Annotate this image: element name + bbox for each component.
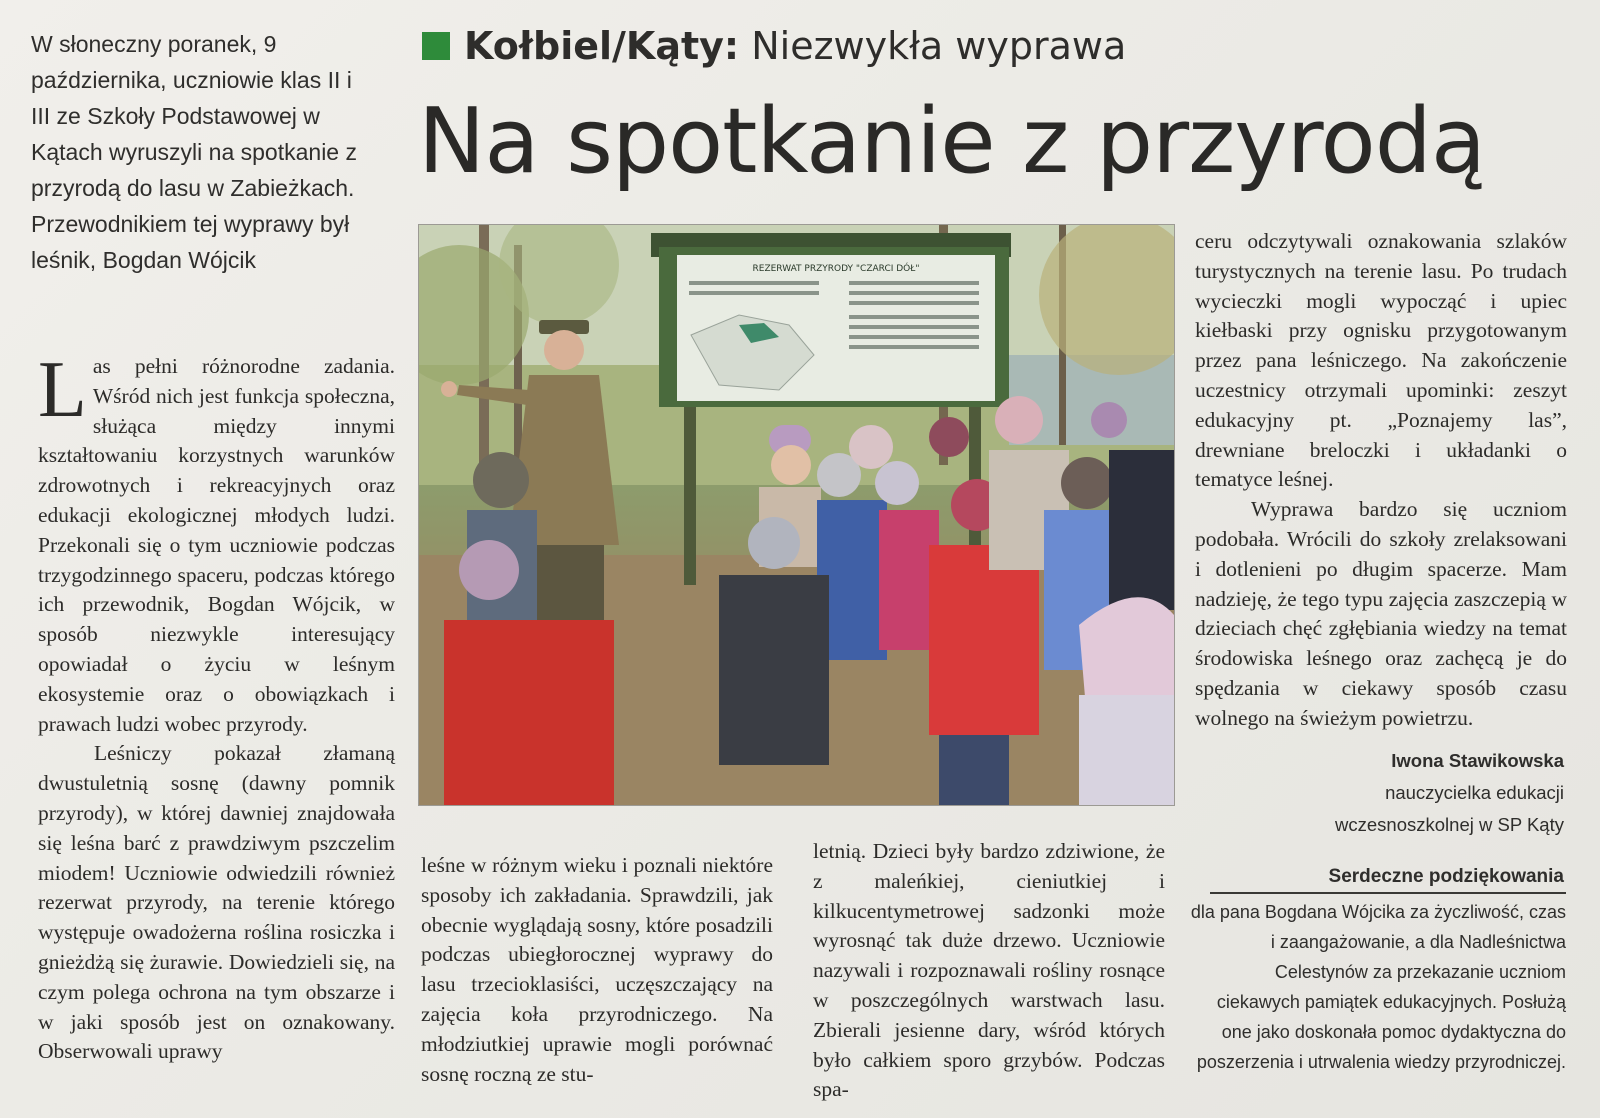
thanks-divider: [1210, 892, 1566, 894]
col2-paragraph: leśne w różnym wieku i poznali niektóre sposoby ich zakładania. Sprawdzili, jak obecnie wyglądają sosny, które posadzili podczas ubiegłorocznej wyprawy do lasu trzecioklasiści, uczęszczający na zajęcia koła przyrodniczego. Na młodziutkiej uprawie mogli porównać sosnę roczną ze stu-: [421, 853, 773, 1086]
column-3: [813, 837, 1165, 1105]
forest-scene-illustration: [419, 225, 1174, 805]
author-name: Iwona Stawikowska: [1391, 750, 1564, 771]
column-2: [421, 851, 773, 1089]
kicker-place: Kołbiel/Kąty:: [464, 24, 740, 68]
page-title: Na spotkanie z przyrodą: [418, 89, 1486, 194]
lead-paragraph: W słoneczny poranek, 9 października, uczniowie klas II i III ze Szkoły Podstawowej w Kątach wyruszyli na spotkanie z przyrodą do lasu w Zabieżkach. Przewodnikiem tej wyprawy był leśnik, Bogdan Wójcik: [31, 31, 357, 273]
col1-paragraph-1: as pełni różnorodne zadania. Wśród nich jest funkcja społeczna, służąca między innymi kształtowaniu korzystnych warunków zdrowotnych i rekreacyjnych oraz edukacji ekologicznej młodych ludzi. Przekonali się o tym uczniowie podczas trzygodzinnego spaceru, podczas którego ich przewodnik, Bogdan Wójcik, w sposób niezwykle interesujący opowiadał o życiu w leśnym ekosystemie oraz o obowiązkach i prawach ludzi wobec przyrody.: [38, 354, 395, 736]
col3-paragraph: letnią. Dzieci były bardzo zdziwione, że z maleńkiej, cieniutkiej i kilkucentymetrowej sadzonki może wyrosnąć tak duże drzewo. Uczniowie nazywali i rozpoznawali rośliny rosnące w poszczególnych warstwach lasu. Zbierali jesienne dary, wśród których było całkiem sporo grzybów. Podczas spa-: [813, 839, 1165, 1102]
author-signature: [1335, 745, 1564, 841]
thanks-text: dla pana Bogdana Wójcika za życzliwość, czas i zaangażowanie, a dla Nadleśnictwa Celestynów za przekazanie uczniom ciekawych pamiątek edukacyjnych. Posłużą one jako doskonała pomoc dydaktyczna do poszerzenia i utrwalenia wiedzy przyrodniczej.: [1190, 902, 1566, 1072]
green-square-icon: [422, 32, 450, 60]
col4-paragraph-1: ceru odczytywali oznakowania szlaków turystycznych na terenie lasu. Po trudach wycieczki mogli wypocząć i upiec kiełbaski przy ognisku przygotowanym przez pana leśniczego. Na zakończenie uczestnicy otrzymali upominki: zeszyt edukacyjny pt. „Poznajemy las”, drewniane breloczki i układanki o tematyce leśnej.: [1195, 229, 1567, 492]
board-title: REZERWAT PRZYRODY "CZARCI DÓŁ": [752, 264, 920, 274]
author-role-line-1: nauczycielka edukacji: [1385, 782, 1564, 803]
article-photo: [418, 224, 1175, 806]
col4-paragraph-2: Wyprawa bardzo się uczniom podobała. Wrócili do szkoły zrelaksowani i dotlenieni po długim spacerze. Mam nadzieję, że tego typu zajęcia zaszczepią w dzieciach chęć zgłębiania wiedzy na temat środowiska leśnego oraz zachęcą je do spędzania w ciekawy sposób czasu wolnego na świeżym powietrzu.: [1195, 497, 1567, 730]
drop-cap: L: [38, 346, 87, 434]
col1-paragraph-2: Leśniczy pokazał złamaną dwustuletnią sosnę (dawny pomnik przyrody), w której dawniej znajdowała się leśna barć z prawdziwym pszczelim miodem! Uczniowie odwiedzili również rezerwat przyrody, na terenie którego występuje owadożerna roślina rosiczka i gnieżdżą się żurawie. Dowiedzieli się, na czym polega ochrona na tym obszarze i w jaki sposób jest on oznakowany. Obserwowali uprawy: [38, 741, 395, 1064]
author-role-line-2: wczesnoszkolnej w SP Kąty: [1335, 814, 1564, 835]
kicker-subtitle: Niezwykła wyprawa: [751, 24, 1127, 68]
column-4: [1195, 227, 1567, 734]
kicker: [422, 20, 1126, 72]
column-1: [38, 346, 395, 1067]
thanks-title: Serdeczne podziękowania: [1328, 866, 1564, 887]
